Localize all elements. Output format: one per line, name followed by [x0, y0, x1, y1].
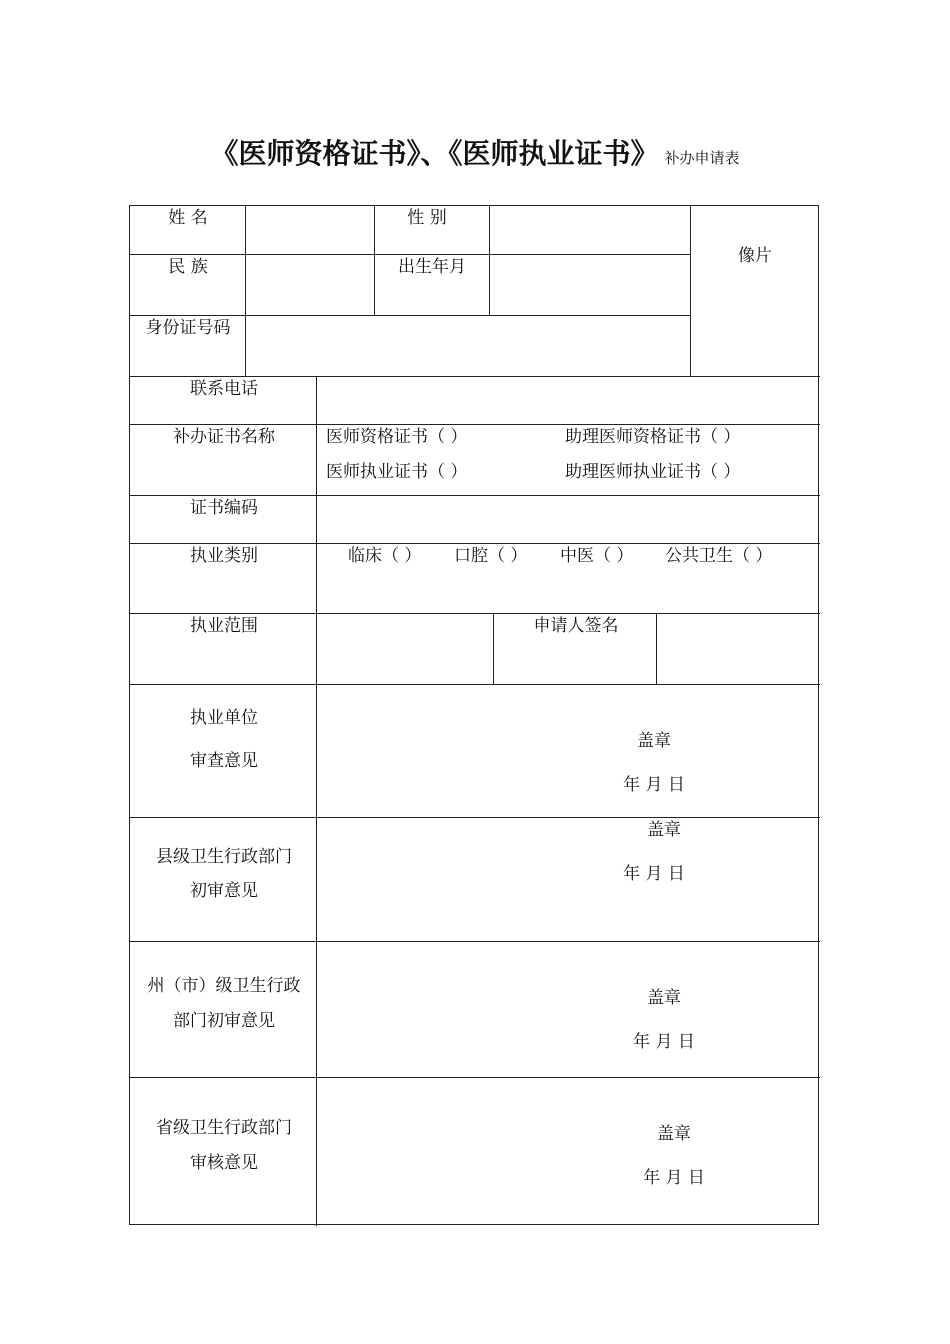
unit-review-label-1: 执业单位	[190, 708, 258, 728]
cert-number-label: 证书编码	[190, 498, 258, 518]
prefecture-date: 年 月 日	[633, 1032, 695, 1052]
cert-name-label: 补办证书名称	[173, 427, 275, 447]
form-title	[0, 132, 950, 172]
unit-date: 年 月 日	[623, 775, 685, 795]
id-label: 身份证号码	[145, 318, 231, 338]
name-label: 姓 名	[168, 208, 208, 228]
unit-seal: 盖章	[637, 731, 671, 751]
practice-category-label: 执业类别	[190, 546, 258, 566]
photo-label: 像片	[738, 246, 772, 266]
birth-label: 出生年月	[398, 257, 466, 277]
province-review-label-1: 省级卫生行政部门	[156, 1118, 292, 1138]
cert-number-field[interactable]	[317, 496, 819, 542]
photo-area[interactable]	[691, 207, 818, 375]
cert-option-practice[interactable]: 医师执业证书（ ）	[326, 462, 468, 482]
title-main: 《医师资格证书》、《医师执业证书》	[210, 137, 659, 170]
prefecture-seal: 盖章	[647, 988, 681, 1008]
county-review-label-2: 初审意见	[190, 881, 258, 901]
county-seal: 盖章	[647, 820, 681, 840]
province-seal: 盖章	[657, 1124, 691, 1144]
practice-scope-field[interactable]	[317, 614, 492, 683]
signature-label: 申请人签名	[533, 616, 619, 636]
ethnicity-field[interactable]	[246, 255, 373, 314]
phone-field[interactable]	[317, 377, 819, 423]
province-review-label-2: 审核意见	[190, 1153, 258, 1173]
county-review-label-1: 县级卫生行政部门	[156, 847, 292, 867]
category-dental[interactable]: 口腔（ ）	[454, 546, 528, 566]
name-field[interactable]	[246, 207, 373, 254]
title-sub: 补办申请表	[664, 149, 740, 167]
ethnicity-label: 民 族	[168, 257, 208, 277]
birth-field[interactable]	[490, 255, 689, 314]
cert-option-qualification[interactable]: 医师资格证书（ ）	[326, 427, 468, 447]
gender-label: 性 别	[407, 208, 447, 228]
prefecture-review-label-2: 部门初审意见	[173, 1011, 275, 1031]
application-form	[129, 205, 819, 1225]
category-tcm[interactable]: 中医（ ）	[560, 546, 634, 566]
id-field[interactable]	[246, 316, 689, 375]
category-clinical[interactable]: 临床（ ）	[348, 546, 422, 566]
phone-label: 联系电话	[190, 379, 258, 399]
cert-option-assistant-practice[interactable]: 助理医师执业证书（ ）	[565, 462, 741, 482]
prefecture-review-label-1: 州（市）级卫生行政	[147, 976, 301, 996]
category-public-health[interactable]: 公共卫生（ ）	[665, 546, 773, 566]
province-date: 年 月 日	[643, 1168, 705, 1188]
county-date: 年 月 日	[623, 864, 685, 884]
gender-field[interactable]	[490, 207, 689, 254]
practice-scope-label: 执业范围	[190, 616, 258, 636]
signature-field[interactable]	[657, 614, 819, 683]
cert-option-assistant-qualification[interactable]: 助理医师资格证书（ ）	[565, 427, 741, 447]
unit-review-label-2: 审查意见	[190, 751, 258, 771]
